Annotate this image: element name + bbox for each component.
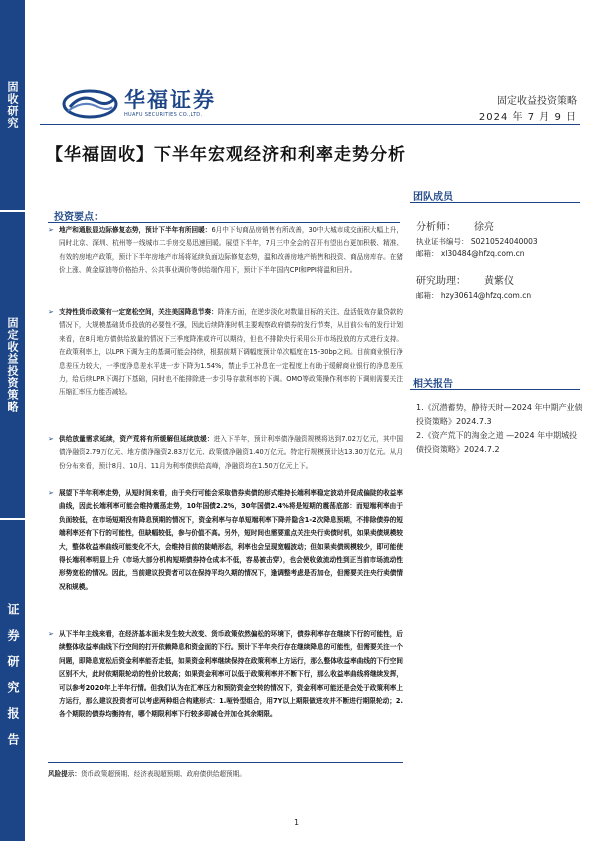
para-lead: 供给放量需求延续，资产荒将有所缓解但延续放缓： — [59, 435, 214, 443]
sidebar-top-label: 固收研究 — [6, 81, 19, 129]
summary-divider — [48, 222, 400, 223]
left-sidebar — [0, 0, 25, 841]
summary-paragraph — [48, 306, 403, 400]
related-heading: 相关报告 — [413, 379, 453, 390]
related-item[interactable]: 2.《资产荒下的淘金之道 —2024 年中期城投债投资策略》2024.7.2 — [416, 431, 578, 454]
assistant-name: 黄紫仪 — [484, 276, 514, 287]
bullet-arrow-icon: ➢ — [48, 489, 54, 497]
logo-swoosh-icon — [62, 89, 118, 119]
analyst-name: 徐亮 — [474, 222, 494, 233]
sidebar-mid-label: 固定收益投资策略 — [6, 317, 19, 413]
summary-paragraph — [48, 433, 403, 473]
page-number: 1 — [294, 818, 300, 827]
doc-date: 2024 年 7 月 9 日 — [478, 112, 577, 123]
bullet-arrow-icon: ➢ — [48, 308, 54, 316]
assistant-email[interactable]: 邮箱： hzy30614@hfzq.com.cn — [416, 291, 532, 300]
header-divider — [40, 124, 580, 125]
risk-lead: 风险提示： — [48, 770, 81, 778]
risk-note — [48, 768, 246, 781]
bullet-arrow-icon: ➢ — [48, 630, 54, 638]
related-item[interactable]: 1.《沉潜蓄势，静待天时—2024 年中期产业债投资策略》2024.7.3 — [416, 403, 583, 426]
risk-body: 货币政策超预期、经济表现超预期、政府债供给超预期。 — [80, 770, 246, 778]
related-list — [416, 401, 584, 457]
analyst-email[interactable]: 邮箱： xl30484@hfzq.com.cn — [416, 249, 525, 258]
assistant-block — [416, 276, 586, 302]
sidebar-bottom-block — [0, 520, 25, 841]
summary-paragraph — [48, 487, 403, 594]
para-body: 降准方面，在逆步淡化对数量目标的关注、盘活低效存量贷款的情况下，大规模基础货币投放的必要性不强，因此后续降准时机主要观察政府债券的发行节奏，从目前公布的发行计划来看，在8月地方债供给放量的情况下三季度降准或许可以期待，但也不排除央行采用公开市场投放的方式进行支持。在政策利率上，以LPR下调为主的基调可能会持续，根据前期下调幅度预计单次幅度在15-30bp之间。目前商业银行净息差压力较大，一季度净息差水平进一步下降为1.54%，禁止手工补息在一定程度上有助于缓解商业银行的净息差压力，给后续LPR下调打下基础，同时也不能排除进一步引导存款利率的下调。OMO等政策操作利率的下调则需要关注压缩汇率压力能否减轻。 — [59, 308, 404, 397]
sidebar-top-block — [0, 0, 25, 210]
bullet-arrow-icon: ➢ — [48, 435, 54, 443]
team-divider — [410, 202, 580, 203]
risk-divider — [48, 762, 403, 763]
summary-paragraph — [48, 628, 403, 722]
para-lead: 从下半年主线来看，在经济基本面未发生较大改变、货币政策依然偏松的环境下，债券利率存在继续下行的可能性，后续整体收益率曲线下行空间的打开依赖降息和资金面的下行。预计下半年央行存在继续降息的可能性，但需要关注一个问题，即降息宽松后资金利率能否走低，如果资金利率继续保持在政策利率上方运行，那么整体收益率曲线的下行空间区别不大，此时依期限轮动的性价比较高；如果资金利率可以低于政策利率并不断下行，那么收益率曲线将继续发挥，可以参考2020年上半年行情。但我们认为在汇率压力和预防资金空转的情况下，资金利率可能还是会处于政策利率上方运行，那么建议投资者可以考虑两种组合构建形式：1.哑铃型组合，用7Y以上期限做进攻并不断进行期限轮动；2.各个期限的债券均衡持有，哪个期限利率下行较多即减仓并加仓其余期限。 — [59, 630, 403, 719]
analyst-role: 分析师： — [416, 222, 456, 233]
assistant-role: 研究助理： — [416, 276, 466, 287]
para-body: 6月中下旬商品房销售有所改善，30中大城市成交面积大幅上升，同时北京、深圳、杭州等一线城市二手房交易迅速回暖。展望下半年，7月三中全会的召开有望出台更加积极、精准、有效的房地产政策，预计下半年房地产市场将延续负面边际修复态势，温和改善房地产销售和投资、商品房库存。在猪价上涨、黄金原油等价格抬升、公共事业调价等供给端作用下，预计下半年国内CPI和PPI将温和回升。 — [59, 226, 403, 275]
para-body: 进入下半年，预计利率债净融资规模将达到7.02万亿元，其中国债净融资2.79万亿元、地方债净融资2.83万亿元、政策债净融资1.40万亿元。特定行规模预计达13.30万亿元。从月份分布来看，预计8月、10月、11月为利率债供给高峰，净融资均在1.50万亿元上下。 — [59, 435, 403, 470]
analyst-license: 执业证书编号： S0210524040003 — [416, 237, 538, 246]
summary-paragraph — [48, 224, 403, 278]
para-lead: 支持性货币政策有一定宽松空间，关注美国降息节奏： — [59, 308, 218, 316]
sidebar-bottom-label: 证券研究报告 — [6, 602, 20, 759]
page-title: 【华福固收】下半年宏观经济和利率走势分析 — [46, 145, 406, 165]
team-heading: 团队成员 — [413, 192, 453, 203]
logo-cn-text: 华福证券 — [124, 88, 216, 112]
company-logo — [62, 88, 216, 119]
summary-heading: 投资要点： — [54, 212, 104, 223]
sidebar-mid-block — [0, 212, 25, 518]
logo-en-text: HUAFU SECURITIES CO.,LTD. — [124, 112, 203, 118]
analyst-block — [416, 222, 586, 260]
bullet-arrow-icon: ➢ — [48, 226, 54, 234]
para-body: 而短端利率由于负面较低，在市场短期没有降息预期的情况下，资金利率与存单短端利率下降并隐含1-2次降息预期，不排除债券的短端利率还有下行的可能性，但缺幅较低，参与价值不高。另外，短时间也需要重点关注央行卖债时机，如果卖债规模较大，整体收益率曲线可能变化不大，会维持目前的陡峭形态，利率也会呈现宽幅波动；但如果卖债规模较少，即可能使得长端利率明显上升（市场大部分机构短期债券持仓成本不低，容易被击穿），也会使收敛流动性到正当前市场流动性形势宽松的情况。因此，当前建议投资者可以在保持平均久期的情况下，逢调整考虑是否加仓，但需要关注央行卖债情况和规模。 — [59, 502, 403, 591]
para-lead: 展望下半年利率走势，从短时间来看，由于央行可能会采取借券卖债的形式维持长端利率稳定波动并促成偏陡的收益率曲线，因此长端利率可能会维持震荡走势，10年国债2.2%，30年国债2.4%将是短期的震荡底部： — [59, 489, 403, 511]
related-divider — [410, 389, 580, 390]
para-lead: 地产和通胀显边际修复态势，预计下半年有所回暖： — [59, 226, 212, 234]
doc-type: 固定收益投资策略 — [497, 96, 577, 107]
